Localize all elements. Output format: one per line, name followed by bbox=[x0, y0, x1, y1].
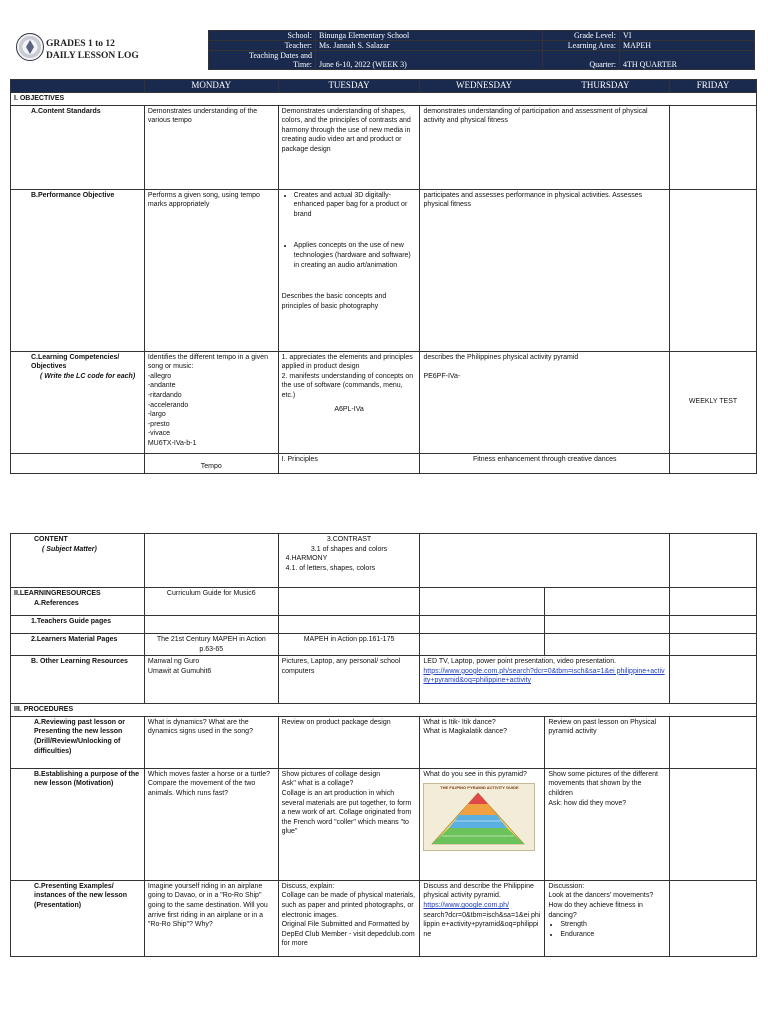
title-line1: GRADES 1 to 12 bbox=[46, 39, 115, 49]
lc-wed-code: PE6PF-IVa- bbox=[423, 373, 461, 381]
lc-friday-weekly-test: WEEKLY TEST bbox=[670, 351, 757, 453]
po-monday: Performs a given song, using tempo marks appropriately bbox=[144, 189, 278, 351]
topic-row-label bbox=[11, 453, 145, 473]
lm-tuesday: MAPEH in Action pp.161-175 bbox=[278, 634, 420, 656]
learners-material-label: 2.Learners Material Pages bbox=[11, 634, 145, 656]
tg-friday bbox=[670, 616, 757, 634]
grade-value: VI bbox=[620, 31, 755, 41]
cs-monday: Demonstrates understanding of the various tempo bbox=[144, 105, 278, 189]
motivation-wednesday: What do you see in this pyramid? THE FILIPINO PYRAMID ACTIVITY GUIDE bbox=[420, 768, 545, 880]
day-header-thursday: THURSDAY bbox=[581, 80, 630, 91]
bullet-endurance: • Endurance bbox=[560, 930, 666, 940]
tg-tuesday bbox=[278, 616, 420, 634]
content-tuesday: 3.CONTRAST 3.1 of shapes and colors 4.HARMONY 4.1. of letters, shapes, colors bbox=[278, 534, 420, 588]
presentation-label: C.Presenting Examples/ instances of the new lesson (Presentation) bbox=[11, 880, 145, 956]
lc-tue-item-2: 2. manifests understanding of concepts on the use of software (commands, menu, etc.) bbox=[281, 372, 414, 399]
content-friday bbox=[670, 534, 757, 588]
po-tue-bullet-1: • Creates and actual 3D digitally-enhanced paper bag for a product or brand bbox=[294, 191, 417, 220]
google-link[interactable]: https://www.google.com.ph/ bbox=[423, 901, 510, 909]
lesson-log-table-page1 bbox=[10, 79, 757, 474]
refs-wednesday bbox=[420, 588, 545, 616]
performance-objective-label: B.Performance Objective bbox=[11, 189, 145, 351]
lc-tue-item-1: 1. appreciates the elements and principles applied in product design bbox=[281, 353, 413, 371]
topic-wednesday: Fitness enhancement through creative dances bbox=[420, 453, 670, 473]
section-procedures: III. PROCEDURES bbox=[11, 704, 757, 717]
lm-thursday bbox=[545, 634, 670, 656]
other-monday: Manwal ng Guro Umawit at Gumuhit6 bbox=[144, 656, 278, 704]
presentation-thursday: Discussion: Look at the dancers' movements? How do they achieve fitness in dancing? • Strength • Endurance bbox=[545, 880, 670, 956]
other-friday bbox=[670, 656, 757, 704]
content-standards-label: A.Content Standards bbox=[11, 105, 145, 189]
motivation-tuesday: Show pictures of collage design Ask" what is a collage? Collage is an art production in which several materials are put together, to form a new work of art. Collage originated from the French word "coller" which means "to glue" bbox=[278, 768, 420, 880]
day-header-wednesday: WEDNESDAY THURSDAY bbox=[420, 80, 670, 93]
cs-friday bbox=[670, 105, 757, 189]
lc-tuesday bbox=[278, 351, 420, 453]
review-wednesday: What is Itik- Itik dance? What is Magkalatik dance? bbox=[420, 716, 545, 768]
lc-monday: Identifies the different tempo in a given song or music: -allegro -andante -ritardando -accelerando -largo -presto -vivace MU6TX-IVa-b-1 bbox=[144, 351, 278, 453]
dates-value: June 6-10, 2022 (WEEK 3) bbox=[316, 51, 543, 70]
pyramid-illustration bbox=[424, 790, 532, 846]
refs-thursday bbox=[545, 588, 670, 616]
day-header-friday: FRIDAY bbox=[670, 80, 757, 93]
title-line2: DAILY LESSON LOG bbox=[46, 51, 139, 61]
motivation-thursday: Show some pictures of the different movements that shown by the children Ask: how did they move? bbox=[545, 768, 670, 880]
grade-label: Grade Level: bbox=[543, 31, 620, 41]
review-tuesday: Review on product package design bbox=[278, 716, 420, 768]
presentation-monday: Imagine yourself riding in an airplane going to Davao, or in a "Ro-Ro Ship" going to the same destination. Will you arrive first riding in an airplane or in a "Ro-Ro Ship"? Why? bbox=[144, 880, 278, 956]
review-friday bbox=[670, 716, 757, 768]
refs-tuesday bbox=[278, 588, 420, 616]
review-label: A.Reviewing past lesson or Presenting the new lesson (Drill/Review/Unlocking of difficulties) bbox=[11, 716, 145, 768]
school-label: School: bbox=[209, 31, 316, 41]
competencies-label: C.Learning Competencies/ Objectives ( Write the LC code for each) bbox=[11, 351, 145, 453]
header-info-table bbox=[208, 30, 755, 70]
motivation-friday bbox=[670, 768, 757, 880]
po-tue-paragraph: Describes the basic concepts and principles of basic photography bbox=[281, 293, 387, 310]
topic-tuesday: I. Principles bbox=[278, 453, 420, 473]
motivation-label: B.Establishing a purpose of the new lesson (Motivation) bbox=[11, 768, 145, 880]
po-wednesday: participates and assesses performance in physical activities. Assesses physical fitness bbox=[420, 189, 670, 351]
day-header-tuesday: TUESDAY bbox=[278, 80, 420, 93]
lm-monday: The 21st Century MAPEH in Action p.63-65 bbox=[144, 634, 278, 656]
content-wednesday bbox=[420, 534, 670, 588]
cs-wednesday: demonstrates understanding of participation and assessment of physical activity and physical fitness bbox=[420, 105, 670, 189]
refs-monday: Curriculum Guide for Music6 bbox=[144, 588, 278, 616]
corner-cell bbox=[11, 80, 145, 93]
other-wednesday: LED TV, Laptop, power point presentation, video presentation. https://www.google.com.ph/search?dcr=0&tbm=isch&sa=1&ei philippine+activity+pyramid&oq=philippine+activity bbox=[420, 656, 670, 704]
review-monday: What is dynamics? What are the dynamics signs used in the song? bbox=[144, 716, 278, 768]
presentation-friday bbox=[670, 880, 757, 956]
po-tuesday bbox=[278, 189, 420, 351]
area-value: MAPEH bbox=[620, 41, 755, 51]
po-friday bbox=[670, 189, 757, 351]
quarter-label: Quarter: bbox=[543, 51, 620, 70]
other-tuesday: Pictures, Laptop, any personal/ school computers bbox=[278, 656, 420, 704]
lc-wednesday: describes the Philippines physical activity pyramid PE6PF-IVa- bbox=[420, 351, 670, 453]
po-tue-bullet-2: • Applies concepts on the use of new technologies (hardware and software) in creating an audio art/animation bbox=[294, 241, 417, 270]
content-monday bbox=[144, 534, 278, 588]
day-header-monday: MONDAY bbox=[144, 80, 278, 93]
other-resources-label: B. Other Learning Resources bbox=[11, 656, 145, 704]
tg-monday bbox=[144, 616, 278, 634]
activity-pyramid-image: THE FILIPINO PYRAMID ACTIVITY GUIDE bbox=[423, 783, 535, 851]
deped-seal-logo bbox=[16, 33, 44, 61]
topic-friday bbox=[670, 453, 757, 473]
page-title bbox=[46, 38, 139, 62]
topic-monday: Tempo bbox=[144, 453, 278, 473]
quarter-value: 4TH QUARTER bbox=[620, 51, 755, 70]
tg-wednesday bbox=[420, 616, 545, 634]
lm-wednesday bbox=[420, 634, 545, 656]
content-label: CONTENT ( Subject Matter) bbox=[11, 534, 145, 588]
tg-thursday bbox=[545, 616, 670, 634]
lm-friday bbox=[670, 634, 757, 656]
resources-label: II.LEARNINGRESOURCES A.References bbox=[11, 588, 145, 616]
motivation-monday: Which moves faster a horse or a turtle? Compare the movement of the two animals. Which runs fast? bbox=[144, 768, 278, 880]
bullet-strength: • Strength bbox=[560, 920, 666, 930]
lc-tue-code: A6PL-IVa bbox=[334, 405, 364, 413]
refs-friday bbox=[670, 588, 757, 616]
lesson-log-table-page2 bbox=[10, 533, 757, 957]
teacher-label: Teacher: bbox=[209, 41, 316, 51]
presentation-wednesday: Discuss and describe the Philippine physical activity pyramid. https://www.google.com.ph/ search?dcr=0&tbm=isch&sa=1&ei philippin e+activity+pyramid&oq=philippine bbox=[420, 880, 545, 956]
teacher-value: Ms. Jannah S. Salazar bbox=[316, 41, 543, 51]
pyramid-search-link[interactable]: https://www.google.com.ph/search?dcr=0&tbm=isch&sa=1&ei philippine+activity+pyramid&oq=philippine+activity bbox=[423, 667, 665, 685]
school-value: Binunga Elementary School bbox=[316, 31, 543, 41]
review-thursday: Review on past lesson on Physical pyramid activity bbox=[545, 716, 670, 768]
cs-tuesday: Demonstrates understanding of shapes, colors, and the principles of contrasts and harmony through the use of new media in creating audio video art and product or package design bbox=[278, 105, 420, 189]
dates-label: Teaching Dates and Time: bbox=[209, 51, 316, 70]
teachers-guide-label: 1.Teachers Guide pages bbox=[11, 616, 145, 634]
presentation-tuesday: Discuss, explain: Collage can be made of physical materials, such as paper and printed photographs, or electronic images. Original File Submitted and Formatted by DepEd Club Member - visit depedclub.com for more bbox=[278, 880, 420, 956]
area-label: Learning Area: bbox=[543, 41, 620, 51]
section-objectives: I. OBJECTIVES bbox=[11, 93, 757, 106]
